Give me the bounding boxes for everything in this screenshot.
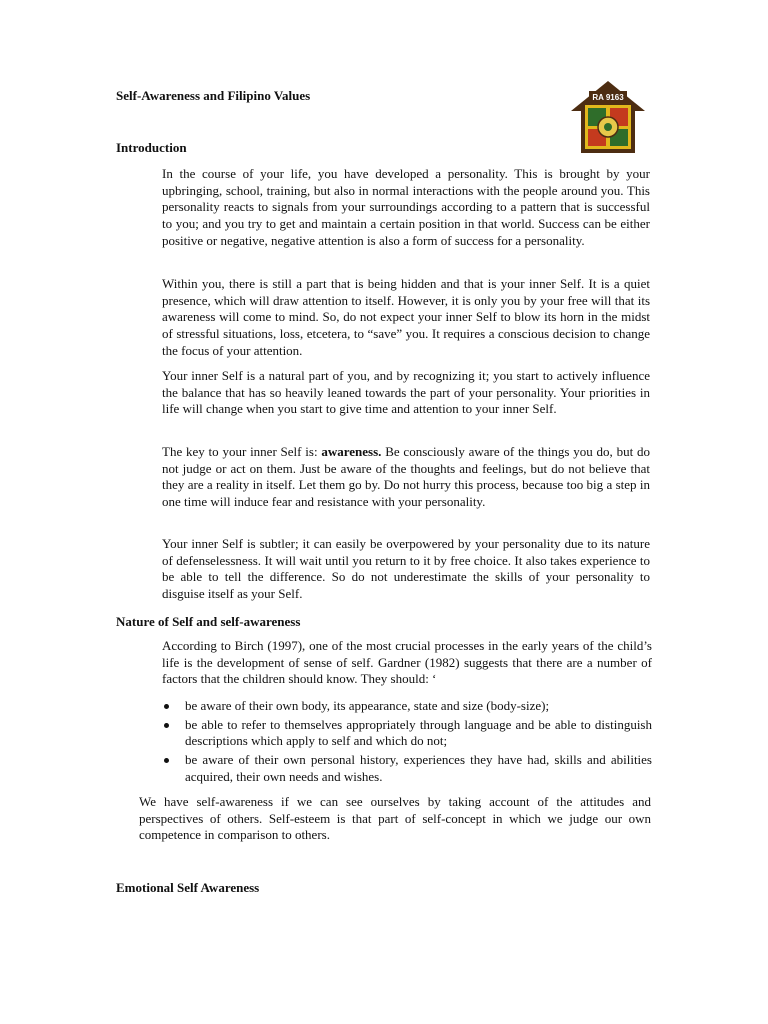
p4-text-start: The key to your inner Self is: bbox=[162, 444, 322, 459]
p4-bold-word: awareness. bbox=[321, 444, 382, 459]
intro-paragraph-4 bbox=[162, 444, 650, 511]
list-item bbox=[162, 698, 652, 715]
logo-label: RA 9163 bbox=[592, 93, 624, 102]
intro-paragraph-2: Within you, there is still a part that is being hidden and that is your inner Self. It is a quiet presence, which will draw attention to itself. However, it is only you by your free will that its awareness will come to mind. So, do not expect your inner Self to blow its horn in the midst of stressful situations, loss, etcetera, to “save” you. It requires a conscious decision to change the focus of your attention. bbox=[162, 276, 650, 358]
nature-intro-paragraph: According to Birch (1997), one of the most crucial processes in the early years of the child’s life is the development of sense of self. Gardner (1982) suggests that there are a number of factors that the children should know. They should: ‘ bbox=[162, 638, 652, 687]
bullet-icon bbox=[164, 704, 169, 709]
heading-introduction: Introduction bbox=[116, 140, 187, 155]
document-title: Self-Awareness and Filipino Values bbox=[116, 88, 311, 103]
intro-paragraph-5: Your inner Self is subtler; it can easily be overpowered by your personality due to its nature of defenselessness. It will wait until you return to it by free choice. It also takes experience to be able to tell the difference. So do not underestimate the skills of your personality to disguise itself as your Self. bbox=[162, 536, 650, 602]
list-item-text: be able to refer to themselves appropriately through language and be able to distinguish descriptions which apply to self and which do not; bbox=[185, 716, 652, 749]
heading-emotional-self-awareness: Emotional Self Awareness bbox=[116, 880, 260, 895]
list-item bbox=[162, 717, 652, 750]
heading-nature-of-self: Nature of Self and self-awareness bbox=[116, 614, 301, 629]
bullet-icon bbox=[164, 723, 169, 728]
intro-paragraph-3: Your inner Self is a natural part of you, and by recognizing it; you start to actively influence the balance that has so heavily leaned towards the part of your personality. Your priorities in life will change when you start to give time and attention to your inner Self. bbox=[162, 368, 650, 417]
list-item-text: be aware of their own personal history, experiences they have had, skills and abilities acquired, their own needs and wishes. bbox=[185, 752, 652, 784]
factors-list bbox=[162, 698, 652, 788]
bullet-icon bbox=[164, 758, 169, 763]
self-awareness-closing-paragraph: We have self-awareness if we can see ourselves by taking account of the attitudes and perspectives of others. Self-esteem is that part of self-concept in which we judge our own competence in comparison to others. bbox=[139, 794, 651, 843]
p4-text-end: Be consciously aware of the things you do, but do not judge or act on them. Just be aware of the thoughts and feelings, but do not believe that they are a reality in itself. Let them go by. Do not hurry this process, because too big a step in one time will induce fear and resistance with your personality. bbox=[162, 444, 650, 510]
intro-paragraph-1: In the course of your life, you have developed a personality. This is brought by your upbringing, school, training, but also in normal interactions with the people around you. This personality reacts to signals from your surroundings according to a pattern that is successful to you; and you try to get and maintain a certain position in that world. Success can be either positive or negative, negative attention is also a form of success for a personality. bbox=[162, 166, 650, 248]
list-item bbox=[162, 752, 652, 785]
list-item-text: be aware of their own body, its appearance, state and size (body-size); bbox=[185, 698, 550, 713]
house-logo-icon bbox=[569, 79, 647, 155]
